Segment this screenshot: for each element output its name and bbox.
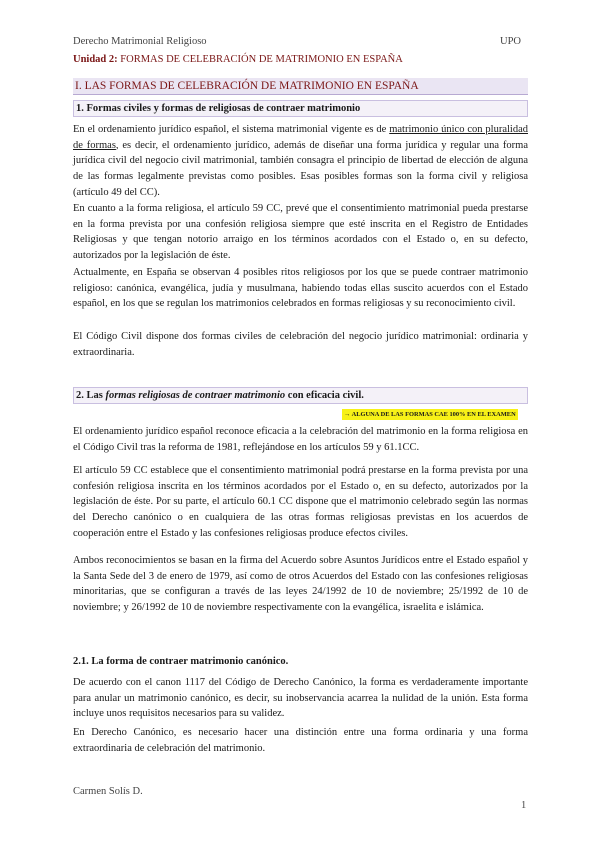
page-number: 1: [521, 800, 527, 811]
subsection-2-1-heading: 2.1. La forma de contraer matrimonio canónico.: [73, 656, 289, 667]
sub2-paragraph-1: El ordenamiento jurídico español reconoce eficacia a la celebración del matrimonio en la forma religiosa en el Código Civil tras la reforma de 1981, reflejándose en los artículos 59 y 61.1CC.: [73, 426, 528, 453]
sub2-paragraph-3: Ambos reconocimientos se basan en la firma del Acuerdo sobre Asuntos Jurídicos entre el Estado español y la Santa Sede del 3 de enero de 1979, así como de otros Acuerdos del Estado con las confesiones religiosas minoritarias, que se configuran a través de las leyes 24/1992 de 10 de noviembre; 25/1992 de 10 de noviembre; y 26/1992 de 10 de noviembre respectivamente con la evangélica, israelita e islámica.: [73, 555, 528, 614]
sub2-paragraph-2: El artículo 59 CC establece que el consentimiento matrimonial podrá prestarse en la forma prevista por una confesión religiosa inscrita en los términos acordados por el Estado o, en su defecto, autorizados por la legislación de éste. Por su parte, el artículo 60.1 CC dispone que el matrimonio celebrado según las normas del Derecho canónico o en cualquiera de las otras formas religiosas previstas en los acuerdos de cooperación entre el Estado y las confesiones religiosas produce efectos civiles.: [73, 465, 528, 539]
subsection-2-heading: [73, 387, 528, 404]
exam-note-highlight: → ALGUNA DE LAS FORMAS CAE 100% EN EL EXAMEN: [344, 411, 516, 418]
footer-author: Carmen Solís D.: [73, 786, 143, 797]
sub1-p1-text-end: , es decir, el ordenamiento jurídico, además de diseñar una forma jurídica y regular una forma jurídica civil del negocio civil matrimonial, también consagra el principio de libertad de elección de alguna de las formas legalmente previstas como posibles. Esas posibles formas son la forma civil y religiosa (artículo 49 del CC).: [73, 139, 528, 198]
subsection-1-heading: 1. Formas civiles y formas de religiosas de contraer matrimonio: [73, 100, 528, 117]
sub1-paragraph-1: [73, 122, 528, 201]
header-institution: UPO: [500, 36, 522, 47]
sub1-paragraph-2: En cuanto a la forma religiosa, el artículo 59 CC, prevé que el consentimiento matrimonial pueda prestarse en la forma prevista por una confesión religiosa siempre que esté inscrita en el Registro de Entidades Religiosas y que tengan notorio arraigo en los términos acordados con el Estado o, en su defecto, autorizados por la legislación de éste.: [73, 203, 528, 262]
sub1-paragraph-3: Actualmente, en España se observan 4 posibles ritos religiosos por los que se puede contraer matrimonio religioso: canónica, evangélica, judía y musulmana, habiendo todas ellas suscito acuerdos con el Estado español, en los que se regulan los matrimonios celebrados en formas religiosas y su reconocimiento civil.: [73, 267, 528, 310]
unit-title: [73, 54, 403, 65]
sub2-title-italic: formas religiosas de contraer matrimonio: [105, 390, 286, 401]
section-heading: I. LAS FORMAS DE CELEBRACIÓN DE MATRIMONIO EN ESPAÑA: [73, 78, 528, 95]
sub21-paragraph-2: En Derecho Canónico, es necesario hacer una distinción entre una forma ordinaria y una forma extraordinaria de celebración del matrimonio.: [73, 727, 528, 754]
unit-name: FORMAS DE CELEBRACIÓN DE MATRIMONIO EN ESPAÑA: [117, 54, 403, 65]
sub2-title-end: con eficacia civil.: [285, 390, 364, 401]
unit-label: Unidad 2:: [73, 54, 118, 65]
sub1-p1-underlined: matrimonio único con pluralidad de formas: [73, 124, 528, 151]
sub1-p1-text: En el ordenamiento jurídico español, el sistema matrimonial vigente es de: [73, 124, 390, 135]
sub2-title-start: 2. Las: [76, 390, 106, 401]
sub21-paragraph-1: De acuerdo con el canon 1117 del Código de Derecho Canónico, la forma es verdaderamente importante para anular un matrimonio canónico, es decir, su inobservancia acarrea la nulidad de la unión. Esta forma incluye unos requisitos necesarios para su validez.: [73, 677, 528, 720]
sub1-paragraph-4: El Código Civil dispone dos formas civiles de celebración del negocio jurídico matrimonial: ordinaria y extraordinaria.: [73, 331, 528, 358]
header-title: Derecho Matrimonial Religioso: [73, 36, 207, 47]
